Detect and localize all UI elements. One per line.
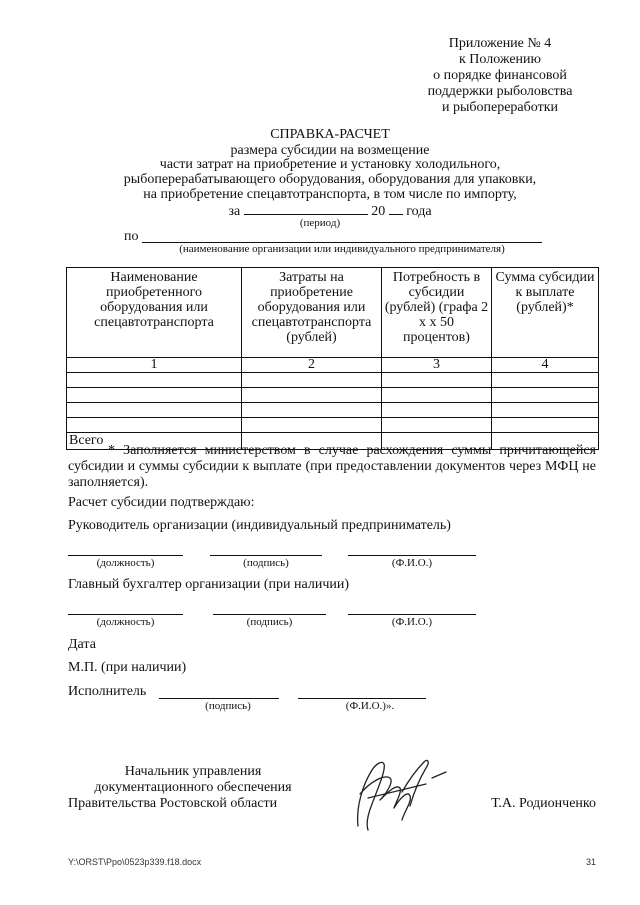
appendix-line-4: поддержки рыболовства xyxy=(427,84,573,99)
table-cell[interactable] xyxy=(382,373,492,388)
col-num-3: 3 xyxy=(382,358,492,373)
period-blank xyxy=(244,202,368,215)
accountant-position-caption: (должность) xyxy=(96,616,155,628)
head-fio-line[interactable] xyxy=(348,555,476,556)
footnote-text: * Заполняется министерством в случае расхождения суммы причитающейся субсидии и суммы субсидии к выплате (при предоставлении документов через МФЦ не заполняется). xyxy=(68,443,596,490)
table-cell[interactable] xyxy=(492,418,599,433)
title-line-3: рыбоперерабатывающего оборудования, оборудования для упаковки, xyxy=(123,172,537,187)
org-caption: (наименование организации или индивидуального предпринимателя) xyxy=(179,243,505,255)
accountant-signature-line[interactable] xyxy=(213,614,326,615)
table-row xyxy=(67,373,599,388)
executor-signature-line[interactable] xyxy=(159,698,279,699)
executor-signature-caption: (подпись) xyxy=(205,700,251,712)
header-costs: Затраты на приобретение оборудования или спецавтотранспорта (рублей) xyxy=(242,268,382,358)
col-num-4: 4 xyxy=(492,358,599,373)
head-signature-line[interactable] xyxy=(210,555,322,556)
head-title: Руководитель организации (индивидуальный предприниматель) xyxy=(68,518,451,533)
period-caption: (период) xyxy=(299,217,341,229)
period-year-suffix: года xyxy=(406,204,432,219)
date-label: Дата xyxy=(68,637,96,652)
head-position-line[interactable] xyxy=(68,555,183,556)
signatory-line-3: Правительства Ростовской области xyxy=(68,796,278,811)
signatory-name: Т.А. Родионченко xyxy=(491,796,596,811)
table-cell[interactable] xyxy=(492,403,599,418)
table-cell[interactable] xyxy=(67,388,242,403)
accountant-signature-caption: (подпись) xyxy=(246,616,293,628)
footer-page-number: 31 xyxy=(585,857,596,867)
col-num-2: 2 xyxy=(242,358,382,373)
org-po-label: по xyxy=(124,229,139,244)
executor-fio-line[interactable] xyxy=(298,698,426,699)
table-cell[interactable] xyxy=(382,418,492,433)
head-position-caption: (должность) xyxy=(96,557,155,569)
confirm-label: Расчет субсидии подтверждаю: xyxy=(68,495,255,510)
table-column-numbers xyxy=(67,358,599,373)
footnote xyxy=(68,443,596,491)
col-num-1: 1 xyxy=(67,358,242,373)
title-line-2: части затрат на приобретение и установку холодильного, xyxy=(159,157,501,172)
table-cell[interactable] xyxy=(492,373,599,388)
appendix-line-5: и рыбопереработки xyxy=(441,100,558,115)
accountant-fio-line[interactable] xyxy=(348,614,476,615)
appendix-line-2: к Положению xyxy=(458,52,541,67)
head-signature-caption: (подпись) xyxy=(243,557,289,569)
table-row xyxy=(67,403,599,418)
title-line-4: на приобретение спецавтотранспорта, в том числе по импорту, xyxy=(143,187,517,202)
table-cell[interactable] xyxy=(67,418,242,433)
footer-file-path: Y:\ORST\Ppo\0523p339.f18.docx xyxy=(68,857,202,867)
header-equipment: Наименование приобретенного оборудования или спецавтотранспорта xyxy=(67,268,242,358)
accountant-position-line[interactable] xyxy=(68,614,183,615)
table-cell[interactable] xyxy=(242,388,382,403)
appendix-block xyxy=(405,36,595,116)
subsidy-table xyxy=(66,267,599,450)
year-blank xyxy=(389,202,403,215)
header-payout: Сумма субсидии к выплате (рублей)* xyxy=(492,268,599,358)
appendix-line-3: о порядке финансовой xyxy=(433,68,567,83)
table-cell[interactable] xyxy=(492,388,599,403)
table-cell[interactable] xyxy=(382,388,492,403)
table-header-row xyxy=(67,268,599,358)
table-cell[interactable] xyxy=(67,373,242,388)
table-cell[interactable] xyxy=(67,403,242,418)
appendix-line-1: Приложение № 4 xyxy=(448,36,552,51)
head-fio-caption: (Ф.И.О.) xyxy=(391,557,433,569)
signatory-line-2: документационного обеспечения xyxy=(94,780,292,795)
period-za: за xyxy=(228,204,241,219)
executor-label: Исполнитель xyxy=(68,684,147,699)
accountant-title: Главный бухгалтер организации (при наличии) xyxy=(68,577,350,592)
total-label: Всего xyxy=(67,433,242,450)
accountant-fio-caption: (Ф.И.О.) xyxy=(391,616,433,628)
table-cell[interactable] xyxy=(242,418,382,433)
period-year-prefix: 20 xyxy=(371,204,386,219)
document-title: СПРАВКА-РАСЧЕТ xyxy=(270,127,390,142)
stamp-label: М.П. (при наличии) xyxy=(68,660,187,675)
table-cell[interactable] xyxy=(242,373,382,388)
header-need: Потребность в субсидии (рублей) (графа 2 х х 50 процентов) xyxy=(382,268,492,358)
handwritten-signature-icon xyxy=(338,748,458,840)
table-cell[interactable] xyxy=(382,403,492,418)
table-row xyxy=(67,418,599,433)
title-line-1: размера субсидии на возмещение xyxy=(230,143,430,158)
table-cell[interactable] xyxy=(242,403,382,418)
executor-fio-caption: (Ф.И.О.)». xyxy=(345,700,395,712)
signatory-line-1: Начальник управления xyxy=(124,764,262,779)
table-row xyxy=(67,388,599,403)
